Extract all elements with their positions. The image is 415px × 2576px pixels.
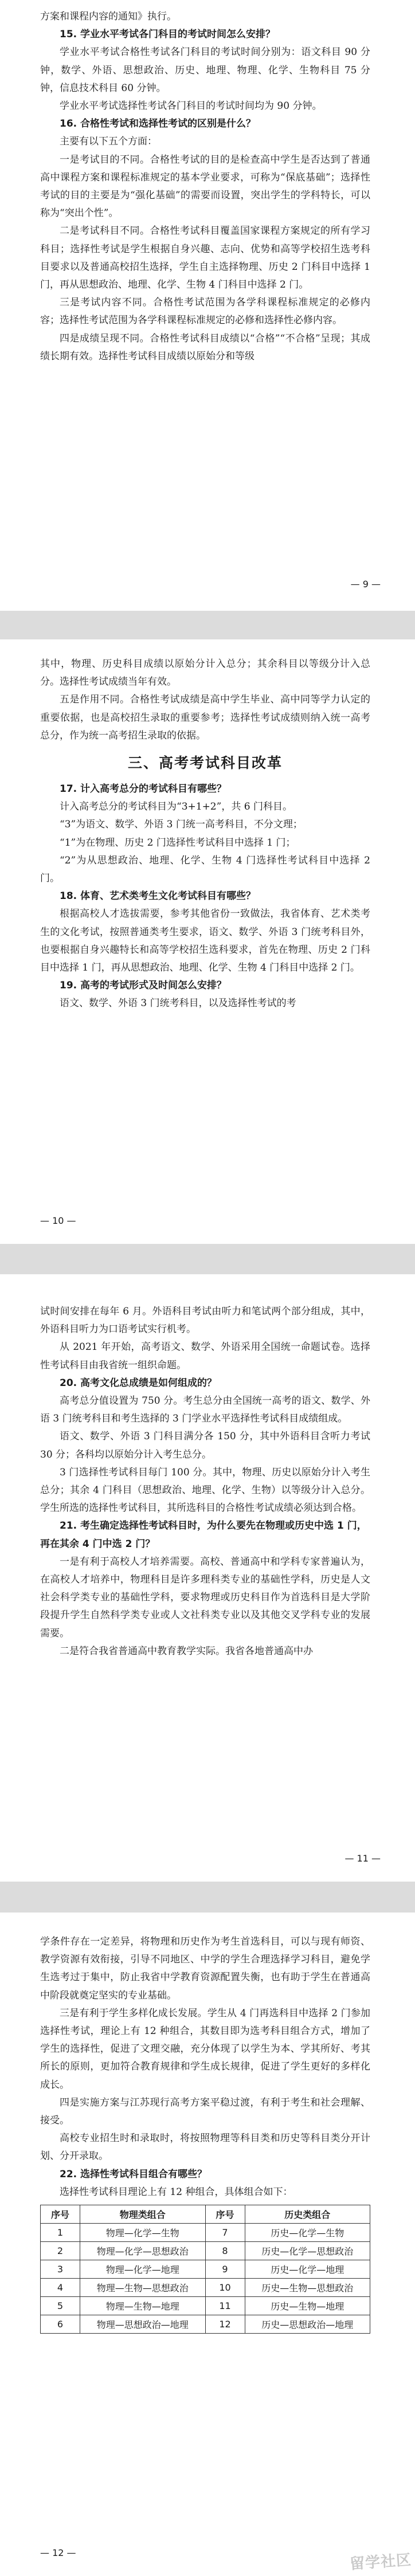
header-cell: 序号: [41, 2205, 80, 2224]
question-heading: 21. 考生确定选择性考试科目时，为什么要先在物理或历史中选 1 门，再在其余 4 门中选 2 门？: [40, 1520, 367, 1550]
question-heading: 15. 学业水平考试各门科目的考试时间怎么安排？: [60, 29, 276, 41]
table-cell: 历史—生物—思想政治: [245, 2279, 370, 2297]
paragraph: 方案和课程内容的通知》执行。: [40, 11, 177, 22]
table-cell: 历史—化学—生物: [245, 2224, 370, 2242]
table-cell: 历史—化学—思想政治: [245, 2242, 370, 2260]
header-cell: 序号: [205, 2205, 245, 2224]
table-row: [41, 2224, 370, 2242]
paragraph: 二是符合我省普通高中教育教学实际。我省各地普通高中办: [60, 1645, 313, 1657]
paragraph: 语文、数学、外语 3 门统考科目，以及选择性考试的考: [60, 998, 296, 1010]
paragraph: 四是成绩呈现不同。合格性考试科目成绩以“合格”“不合格”呈现；其成绩长期有效。选择性考试科目成绩以原始分和等级: [40, 332, 370, 362]
table-row: [41, 2315, 370, 2334]
table-cell: 历史—生物—地理: [245, 2297, 370, 2315]
table-row: [41, 2242, 370, 2260]
question-heading: 20. 高考文化总成绩是如何组成的？: [60, 1377, 217, 1389]
table-cell: 9: [205, 2260, 245, 2279]
paragraph: 根据高校人才选拔需要，参考其他省份一致做法，我省体育、艺术类考生的文化考试，按照普通类考生要求，语文、数学、外语 3 门统考科目外，也要根据自身兴趣特长和高等学校招生选科要求，首先在物理、历史 2 门科目中选择 1 门，再从思想政治、地理、化学、生物 4 门科目中选择 2 门。: [40, 908, 370, 974]
page-number: — 12 —: [40, 2547, 76, 2558]
table-cell: 历史—化学—地理: [245, 2260, 370, 2279]
paragraph: 语文、数学、外语 3 门科目满分各 150 分，其中外语科目含听力考试 30 分；各科均以原始分计入考生总分。: [40, 1431, 370, 1460]
paragraph: 主要有以下五个方面：: [60, 136, 157, 148]
table-cell: 8: [205, 2242, 245, 2260]
paragraph: 其中，物理、历史科目成绩以原始分计入总分；其余科目以等级分计入总分。选择性考试成绩当年有效。: [40, 658, 370, 688]
page-number: — 11 —: [344, 1853, 381, 1864]
table-cell: 4: [41, 2279, 80, 2297]
table-cell: 物理—化学—地理: [80, 2260, 206, 2279]
table-cell: 5: [41, 2297, 80, 2315]
section-title: 三、高考考试科目改革: [127, 755, 283, 772]
page-11: [0, 1274, 415, 1882]
paragraph: “1”为在物理、历史 2 门选择性考试科目中选择 1 门；: [60, 837, 296, 849]
page-9: [0, 0, 415, 611]
table-cell: 12: [205, 2315, 245, 2334]
paragraph: 试时间安排在每年 6 月。外语科目考试由听力和笔试两个部分组成，其中，外语科目听力为口语考试实行机考。: [40, 1306, 370, 1336]
table-cell: 10: [205, 2279, 245, 2297]
paragraph: 三是考试内容不同。合格性考试范围为各学科课程标准规定的必修内容；选择性考试范围为各学科课程标准规定的必修和选择性必修内容。: [40, 297, 370, 327]
paragraph: 五是作用不同。合格性考试成绩是高中学生毕业、高中同等学力认定的重要依据，也是高校招生录取的重要参考；选择性考试成绩则纳入统一高考总分，作为统一高考招生录取的依据。: [40, 694, 370, 741]
page-number: — 10 —: [40, 1215, 76, 1226]
question-heading: 19. 高考的考试形式及时间怎么安排？: [60, 980, 227, 992]
table-cell: 物理—思想政治—地理: [80, 2315, 206, 2334]
paragraph: 四是实施方案与江苏现行高考方案平稳过渡，有利于考生和社会理解、接受。: [40, 2096, 370, 2127]
table-cell: 1: [41, 2224, 80, 2242]
table-cell: 物理—生物—思想政治: [80, 2279, 206, 2297]
paragraph: 一是考试目的不同。合格性考试的目的是检查高中学生是否达到了普通高中课程方案和课程标准规定的基本学业要求，可称为“保底基础”；选择性考试的目的主要是为“强化基础”的需要而设置，突出学生的学科特长，可以称为“突出个性”。: [40, 154, 370, 219]
question-heading: 17. 计入高考总分的考试科目有哪些？: [60, 783, 227, 795]
paragraph: “2”为从思想政治、地理、化学、生物 4 门选择性考试科目中选择 2 门。: [40, 854, 370, 885]
table-cell: 11: [205, 2297, 245, 2315]
table-cell: 3: [41, 2260, 80, 2279]
table-header-row: [41, 2205, 370, 2224]
page-number: — 9 —: [350, 579, 381, 590]
table-cell: 2: [41, 2242, 80, 2260]
table-cell: 历史—思想政治—地理: [245, 2315, 370, 2334]
question-heading: 22. 选择性考试科目组合有哪些？: [60, 2168, 208, 2180]
paragraph: 学条件存在一定差异，将物理和历史作为考生首选科目，可以与现有师资、教学资源有效衔接，引导不同地区、中学的学生合理选择学习科目，避免学生选考过于集中，防止我省中学教育资源配置失衡，也有助于学生在普通高中阶段就奠定坚实的专业基础。: [40, 1936, 370, 2001]
watermark-logo: 留学社区: [349, 2551, 413, 2573]
question-heading: 18. 体育、艺术类考生文化考试科目有哪些？: [60, 890, 256, 902]
paragraph: 从 2021 年开始，高考语文、数学、外语采用全国统一命题试卷。选择性考试科目由我省统一组织命题。: [40, 1341, 370, 1371]
paragraph: 三是有利于学生多样化成长发展。学生从 4 门再选科目中选择 2 门参加选择性考试，理论上有 12 种组合，其数目即为选考科目组合方式，增加了学生的选择性，促进了文理交融，充分体现了以学生为本、学其所好、考其所长的原则，更加符合教育规律和学生成长规律，促进了学生更好的多样化成长。: [40, 2007, 370, 2091]
paragraph: 计入高考总分的考试科目为“3+1+2”，共 6 门科目。: [60, 801, 292, 813]
table-cell: 6: [41, 2315, 80, 2334]
table-cell: 物理—化学—思想政治: [80, 2242, 206, 2260]
paragraph: 二是考试科目不同。合格性考试科目覆盖国家课程方案规定的所有学习科目；选择性考试是学生根据自身兴趣、志向、优势和高等学校招生选考科目要求以及普通高校招生选择，学生自主选择物理、历史 2 门科目中选择 1 门，再从思想政治、地理、化学、生物 4 门科目中选择 2 门。: [40, 225, 370, 291]
header-cell: 物理类组合: [80, 2205, 206, 2224]
paragraph: 高考总分值设置为 750 分。考生总分由全国统一高考的语文、数学、外语 3 门统考科目和考生选择的 3 门学业水平选择性考试科目成绩组成。: [40, 1395, 370, 1425]
page-10: [0, 639, 415, 1244]
table-row: [41, 2279, 370, 2297]
subject-combination-table: [40, 2205, 370, 2334]
paragraph: 高校专业招生时和录取时，将按照物理等科目类和历史等科目类分开计划、分开录取。: [40, 2133, 370, 2162]
table-row: [41, 2260, 370, 2279]
table-cell: 物理—生物—地理: [80, 2297, 206, 2315]
table-cell: 物理—化学—生物: [80, 2224, 206, 2242]
question-heading: 16. 合格性考试和选择性考试的区别是什么？: [60, 118, 256, 130]
paragraph: 学业水平考试合格性考试各门科目的考试时间分别为：语文科目 90 分钟，数学、外语、思想政治、历史、地理、物理、化学、生物科目 75 分钟，信息技术科目 60 分钟。: [40, 46, 370, 94]
paragraph: 一是有利于高校人才培养需要。高校、普通高中和学科专家普遍认为，在高校人才培养中，物理科目是许多理科类专业的基础性学科，历史是人文社会科学类专业的基础性学科，要求物理或历史科目作为首选科目是大学阶段提升学生自然科学类专业或人文社科类专业以及其他交叉学科专业的发展需要。: [40, 1556, 370, 1639]
table-row: [41, 2297, 370, 2315]
paragraph: 选择性考试科目理论上有 12 种组合，具体组合如下：: [60, 2186, 293, 2198]
paragraph: 3 门选择性考试科目每门 100 分。其中，物理、历史以原始分计入考生总分；其余 4 门科目（思想政治、地理、化学、生物）以等级分计入总分。学生所选的选择性考试科目，其所选科目的合格性考试成绩必须达到合格。: [40, 1466, 370, 1514]
paragraph: 学业水平考试选择性考试各门科目的考试时间均为 90 分钟。: [60, 100, 322, 112]
page-12: [0, 1913, 415, 2576]
header-cell: 历史类组合: [245, 2205, 370, 2224]
table-cell: 7: [205, 2224, 245, 2242]
paragraph: “3”为语文、数学、外语 3 门统一高考科目，不分文理；: [60, 819, 303, 831]
